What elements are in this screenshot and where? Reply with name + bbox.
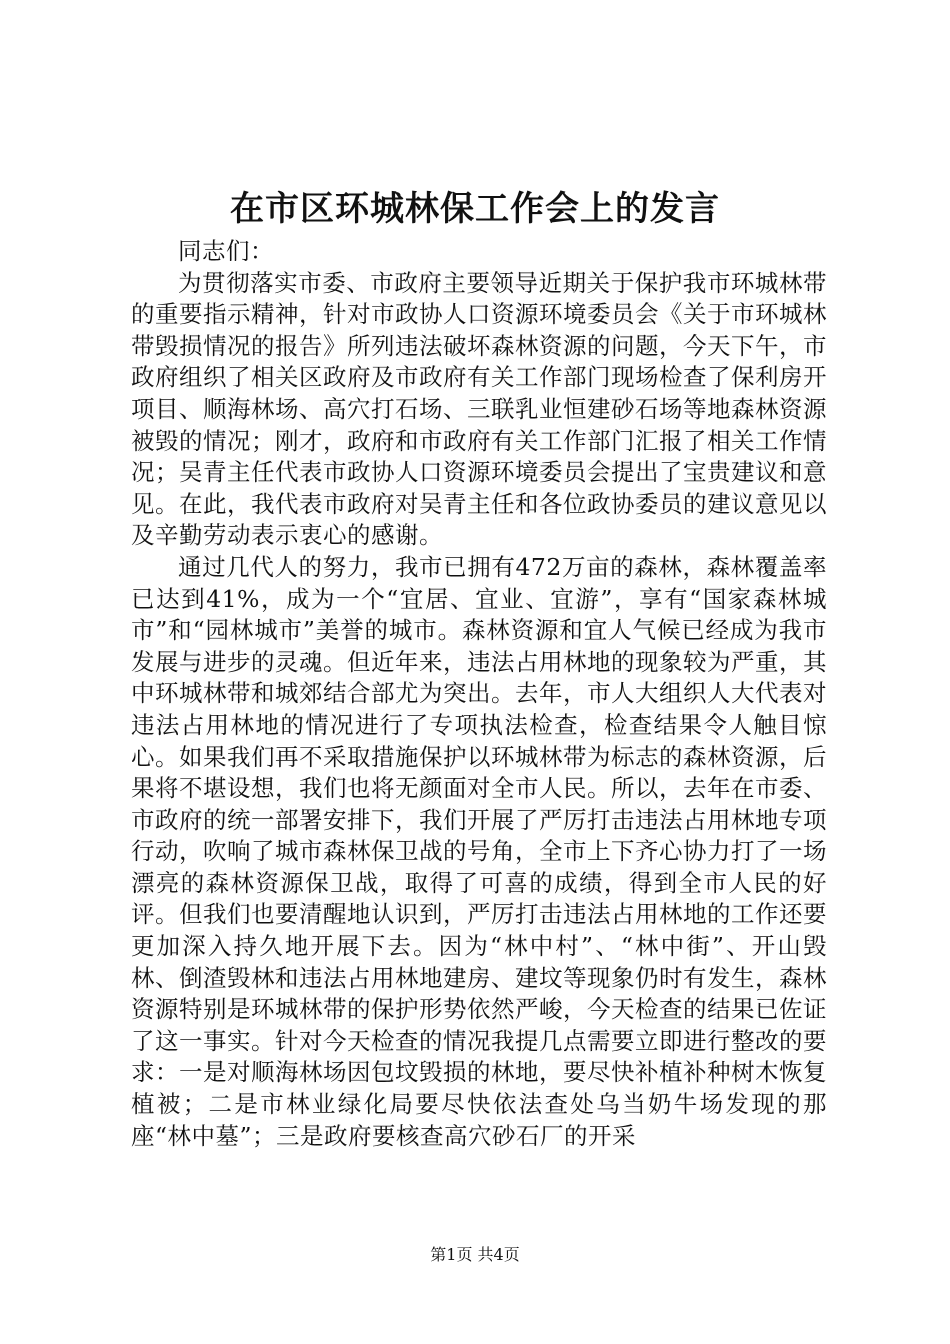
document-title: 在市区环城林保工作会上的发言 xyxy=(230,189,720,229)
page-number: 第1页 共4页 xyxy=(430,1245,520,1264)
document-body xyxy=(131,236,827,1152)
paragraph-2: 通过几代人的努力，我市已拥有472万亩的森林，森林覆盖率已达到41%，成为一个“宜居、宜业、宜游”，享有“国家森林城市”和“园林城市”美誉的城市。森林资源和宜人气候已经成为我市发展与进步的灵魂。但近年来，违法占用林地的现象较为严重，其中环城林带和城郊结合部尤为突出。去年，市人大组织人大代表对违法占用林地的情况进行了专项执法检查，检查结果令人触目惊心。如果我们再不采取措施保护以环城林带为标志的森林资源，后果将不堪设想，我们也将无颜面对全市人民。所以，去年在市委、市政府的统一部署安排下，我们开展了严厉打击违法占用林地专项行动，吹响了城市森林保卫战的号角，全市上下齐心协力打了一场漂亮的森林资源保卫战，取得了可喜的成绩，得到全市人民的好评。但我们也要清醒地认识到，严厉打击违法占用林地的工作还要更加深入持久地开展下去。因为“林中村”、“林中街”、开山毁林、倒渣毁林和违法占用林地建房、建坟等现象仍时有发生，森林资源特别是环城林带的保护形势依然严峻，今天检查的结果已佐证了这一事实。针对今天检查的情况我提几点需要立即进行整改的要求：一是对顺海林场因包坟毁损的林地，要尽快补植补种树木恢复植被；二是市林业绿化局要尽快依法查处乌当奶牛场发现的那座“林中墓”；三是政府要核查高穴砂石厂的开采 xyxy=(131,552,827,1150)
paragraph-1: 为贯彻落实市委、市政府主要领导近期关于保护我市环城林带的重要指示精神，针对市政协人口资源环境委员会《关于市环城林带毁损情况的报告》所列违法破坏森林资源的问题，今天下午，市政府组织了相关区政府及市政府有关工作部门现场检查了保利房开项目、顺海林场、高穴打石场、三联乳业恒建砂石场等地森林资源被毁的情况；刚才，政府和市政府有关工作部门汇报了相关工作情况；吴青主任代表市政协人口资源环境委员会提出了宝贵建议和意见。在此，我代表市政府对吴青主任和各位政协委员的建议意见以及辛勤劳动表示衷心的感谢。 xyxy=(131,268,827,550)
salutation: 同志们： xyxy=(178,237,274,265)
page-footer xyxy=(0,1244,950,1266)
